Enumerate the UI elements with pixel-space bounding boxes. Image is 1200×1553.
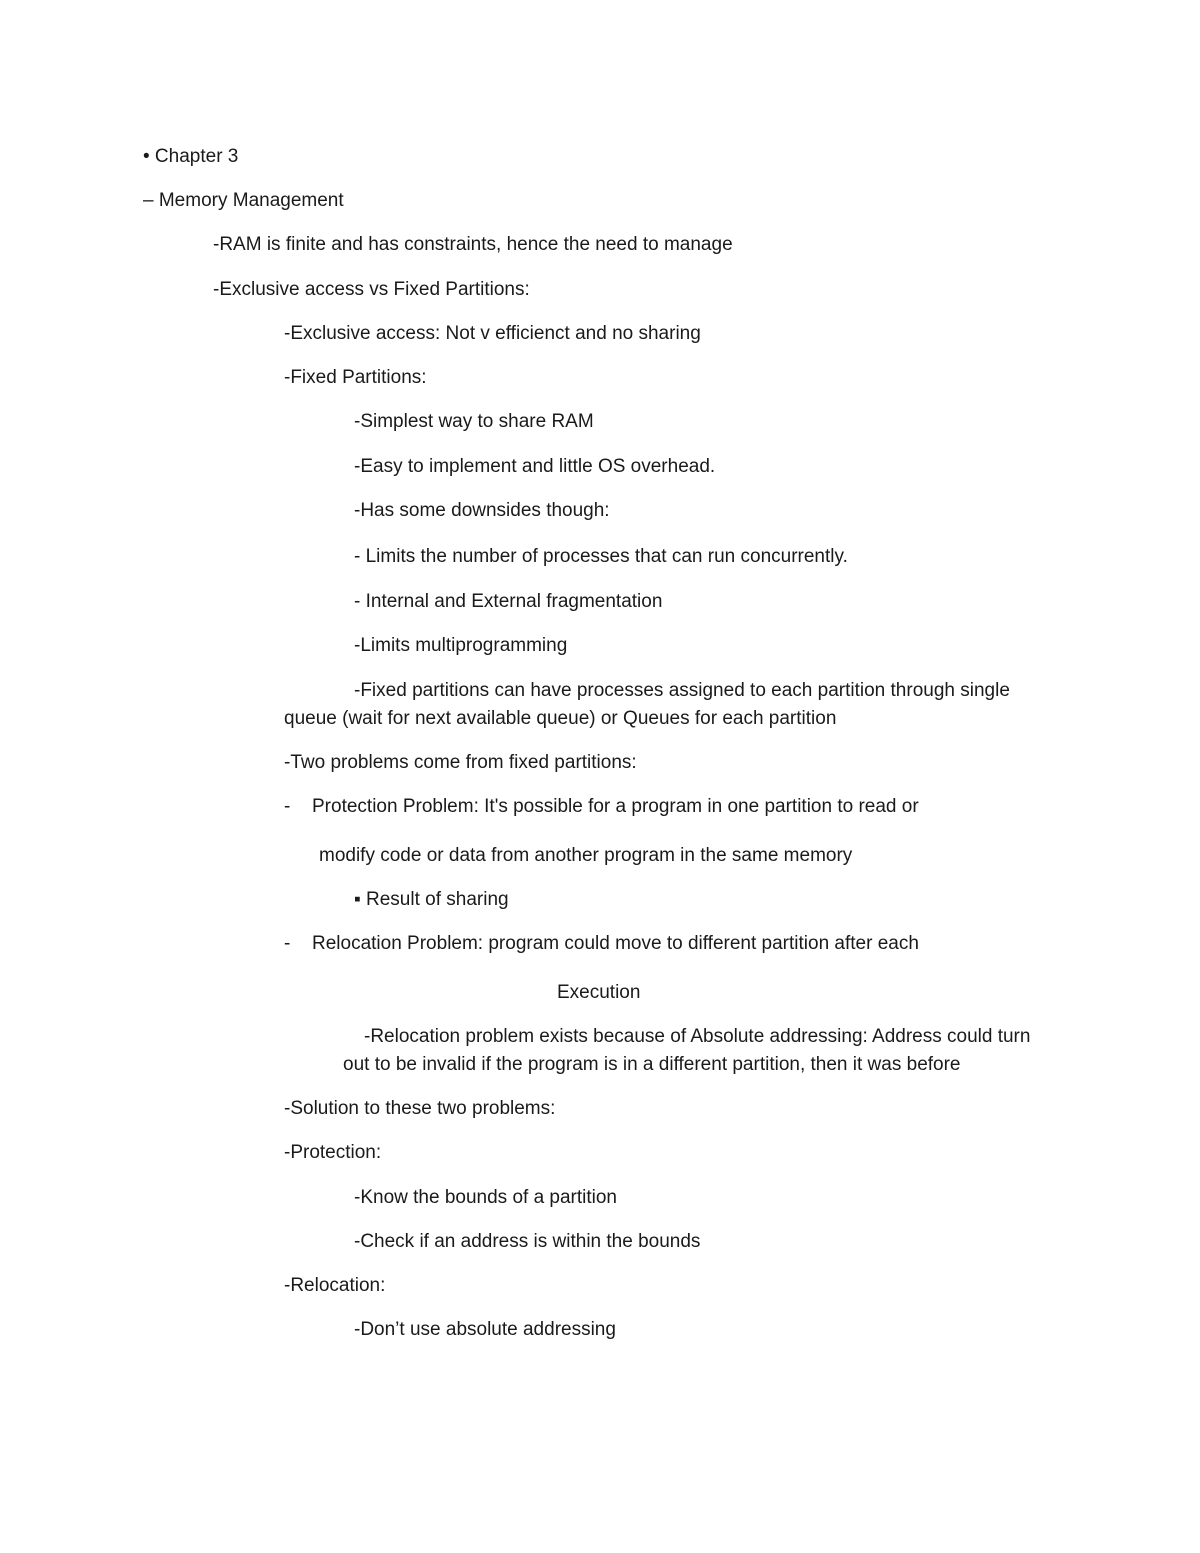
note-line: - Limits the number of processes that can run concurrently. xyxy=(354,546,848,567)
note-line: -Know the bounds of a partition xyxy=(354,1187,618,1208)
note-line: -Limits multiprogramming xyxy=(354,635,568,656)
dash-bullet: - xyxy=(284,933,291,954)
note-line: -Protection: xyxy=(284,1142,382,1163)
note-line: -Fixed Partitions: xyxy=(284,367,427,388)
note-line: -Relocation: xyxy=(284,1275,386,1296)
note-line: - Internal and External fragmentation xyxy=(354,591,663,612)
note-line: -RAM is finite and has constraints, hence the need to manage xyxy=(213,234,733,255)
note-line: ▪ Result of sharing xyxy=(354,889,509,910)
note-line: -Has some downsides though: xyxy=(354,500,610,521)
chapter-heading: • Chapter 3 xyxy=(143,146,239,167)
note-line: modify code or data from another program in the same memory xyxy=(319,845,853,866)
section-heading: – Memory Management xyxy=(143,190,344,211)
dash-bullet: - xyxy=(284,796,291,817)
note-line: out to be invalid if the program is in a different partition, then it was before xyxy=(343,1054,961,1075)
note-line: -Exclusive access: Not v efficienct and no sharing xyxy=(284,323,701,344)
note-line: -Fixed partitions can have processes assigned to each partition through single xyxy=(354,680,1010,701)
note-line: Protection Problem: It's possible for a program in one partition to read or xyxy=(312,796,919,817)
note-line: -Don’t use absolute addressing xyxy=(354,1319,616,1340)
note-line: -Easy to implement and little OS overhead. xyxy=(354,456,716,477)
note-line: -Simplest way to share RAM xyxy=(354,411,594,432)
note-line: -Check if an address is within the bounds xyxy=(354,1231,701,1252)
note-line: queue (wait for next available queue) or Queues for each partition xyxy=(284,708,837,729)
note-line: -Solution to these two problems: xyxy=(284,1098,556,1119)
note-line: -Two problems come from fixed partitions: xyxy=(284,752,637,773)
note-line: -Exclusive access vs Fixed Partitions: xyxy=(213,279,530,300)
note-line: -Relocation problem exists because of Absolute addressing: Address could turn xyxy=(364,1026,1031,1047)
note-line: Execution xyxy=(557,982,641,1003)
note-line: Relocation Problem: program could move to different partition after each xyxy=(312,933,919,954)
